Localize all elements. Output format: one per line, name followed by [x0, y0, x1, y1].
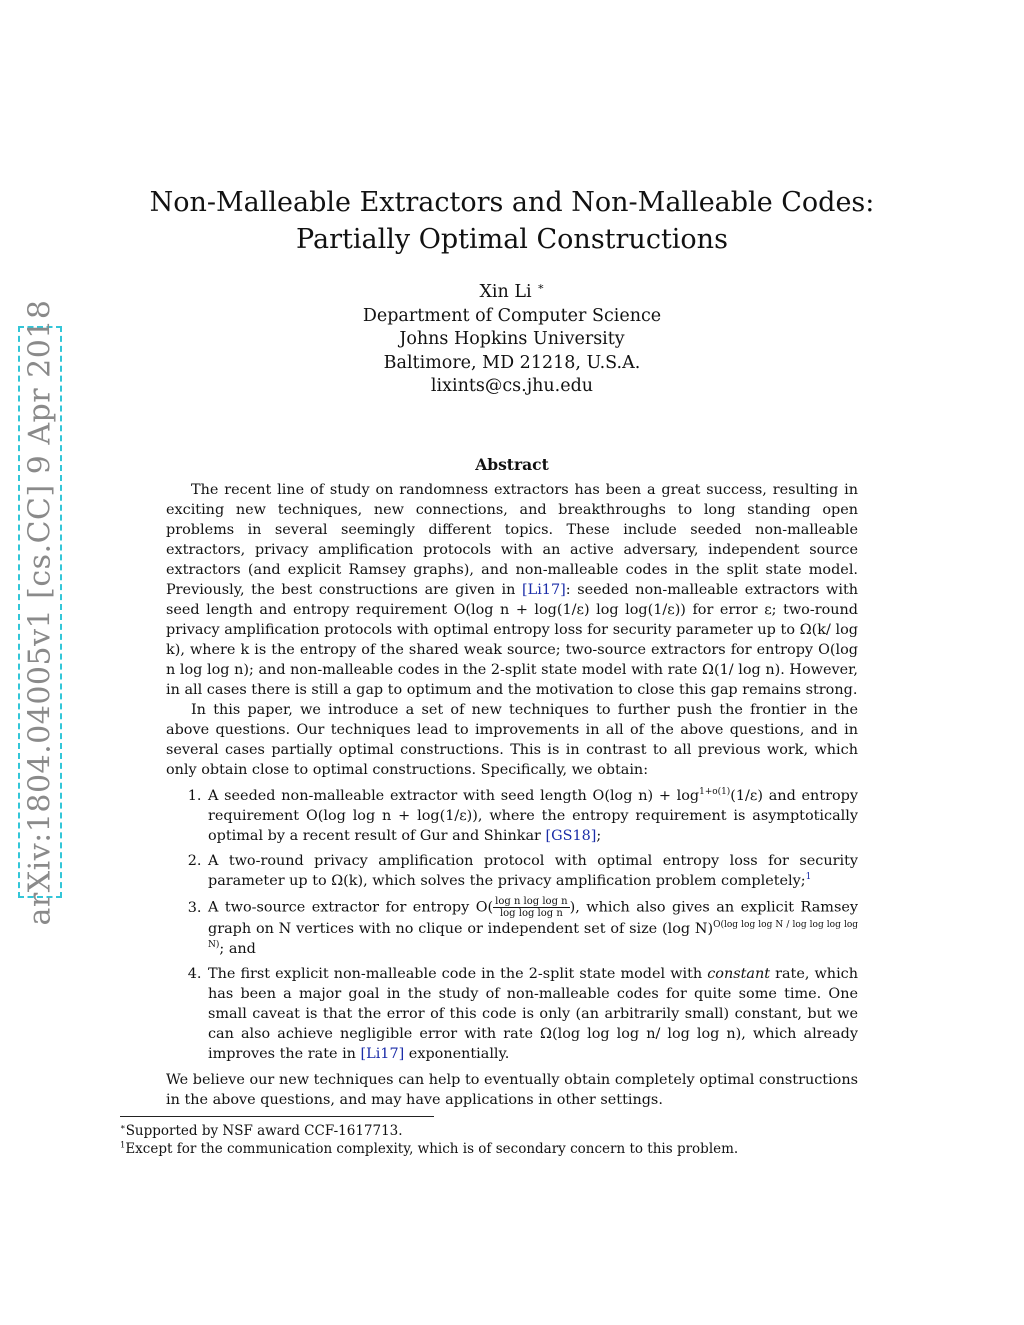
author-address: Baltimore, MD 21218, U.S.A.: [383, 352, 641, 373]
list-item: [206, 896, 858, 959]
footnote-one-mark: 1: [120, 1139, 126, 1150]
item3-fraction: [493, 896, 569, 919]
item3-superscript: O(log log log N / log log log log N): [208, 920, 859, 951]
item1-superscript: 1+o(1): [699, 787, 731, 798]
footnote-one: [120, 1140, 738, 1158]
arxiv-stamp-text: arXiv:1804.04005v1 [cs.CC] 9 Apr 2018: [22, 299, 58, 925]
item1-text-a: A seeded non-malleable extractor with seed length O(log n) + log: [208, 788, 700, 804]
abstract-body: [166, 480, 858, 1110]
footnote-star: [120, 1122, 738, 1140]
abstract-paragraph-1: [166, 480, 858, 700]
abstract-paragraph-2: In this paper, we introduce a set of new techniques to further push the frontier in the above questions. Our techniques lead to improvements in all of the above questions, and in several cases partially optimal constructions. This is in contrast to all previous work, which only obtain close to optimal constructions. Specifically, we obtain:: [166, 702, 858, 778]
abstract-closing: We believe our new techniques can help to eventually obtain completely optimal constructions in the above questions, and may have applications in other settings.: [166, 1072, 858, 1108]
author-footnote-marker[interactable]: ∗: [537, 280, 545, 294]
abstract-heading: Abstract: [475, 455, 549, 474]
list-item: [206, 851, 858, 891]
citation-gs18[interactable]: [GS18]: [545, 828, 597, 844]
item2-text: A two-round privacy amplification protocol with optimal entropy loss for security parameter up to Ω(k), which solves the privacy amplification problem completely;: [208, 853, 858, 889]
item1-text-c: ;: [596, 828, 602, 844]
footnote-divider: [120, 1116, 434, 1117]
author-university: Johns Hopkins University: [399, 329, 625, 349]
item4-text-c: exponentially.: [404, 1046, 510, 1062]
author-line: [130, 281, 894, 305]
author-block: [130, 281, 894, 399]
abstract-p1-text-b: : seeded non-malleable extractors with seed length and entropy requirement O(log n + log(1/ε) log log(1/ε)) for error ε; two-round privacy amplification protocols with optimal entropy loss for security parameter up to Ω(k/ log k), where k is the entropy of the shared weak source; two-source extractors for entropy O(log n log log n); and non-malleable codes in the 2-split state model with rate Ω(1/ log n). However, in all cases there is still a gap to optimum and the motivation to close this gap remains strong.: [166, 582, 858, 698]
author-email[interactable]: lixints@cs.jhu.edu: [430, 376, 594, 396]
arxiv-stamp: [18, 299, 62, 925]
citation-li17[interactable]: [Li17]: [522, 582, 566, 598]
item1-text-b: (1/ε) and entropy requirement O(log log n + log(1/ε)), where the entropy requirement is asymptotically optimal by a recent result of Gur and Shinkar: [208, 788, 858, 844]
paper-title: Non-Malleable Extractors and Non-Malleable Codes: Partially Optimal Constructions: [149, 187, 875, 255]
fraction-numerator: log n log log n: [495, 896, 568, 907]
item4-text-a: The first explicit non-malleable code in the 2-split state model with: [208, 966, 708, 982]
footnote-star-text: Supported by NSF award CCF-1617713.: [125, 1123, 403, 1139]
citation-li17-2[interactable]: [Li17]: [360, 1046, 405, 1062]
list-item: [206, 964, 858, 1064]
author-department: Department of Computer Science: [362, 305, 662, 326]
footnote-1-marker[interactable]: 1: [805, 872, 812, 883]
item3-text-b: ), which also gives an explicit Ramsey graph on N vertices with no clique or independent set of size (log N): [208, 899, 858, 937]
footnote-one-text: Except for the communication complexity, which is of secondary concern to this problem.: [125, 1141, 739, 1157]
item3-text-c: ; and: [219, 941, 256, 957]
fraction-denominator: log log log n: [499, 908, 563, 919]
item3-text-a: A two-source extractor for entropy O(: [208, 899, 494, 916]
author-name: Xin Li: [479, 282, 532, 302]
footnote-star-mark: ∗: [120, 1121, 126, 1132]
item4-emphasis: constant: [707, 966, 771, 982]
item4-text-b: rate, which has been a major goal in the study of non-malleable codes for quite some time. One small caveat is that the error of this code is only (an arbitrarily small) constant, but we can also achieve negligible error with rate Ω(log log log n/ log log n), which already improves the rate in: [208, 966, 858, 1062]
footnotes: [120, 1122, 738, 1158]
abstract-p1-text-a: The recent line of study on randomness extractors has been a great success, resulting in exciting new techniques, new connections, and breakthroughs to long standing open problems in several seemingly different topics. These include seeded non-malleable extractors, privacy amplification protocols with an active adversary, independent source extractors (and explicit Ramsey graphs), and non-malleable codes in the split state model. Previously, the best constructions are given in: [166, 482, 858, 598]
list-item: [206, 786, 858, 846]
results-list: [166, 786, 858, 1064]
